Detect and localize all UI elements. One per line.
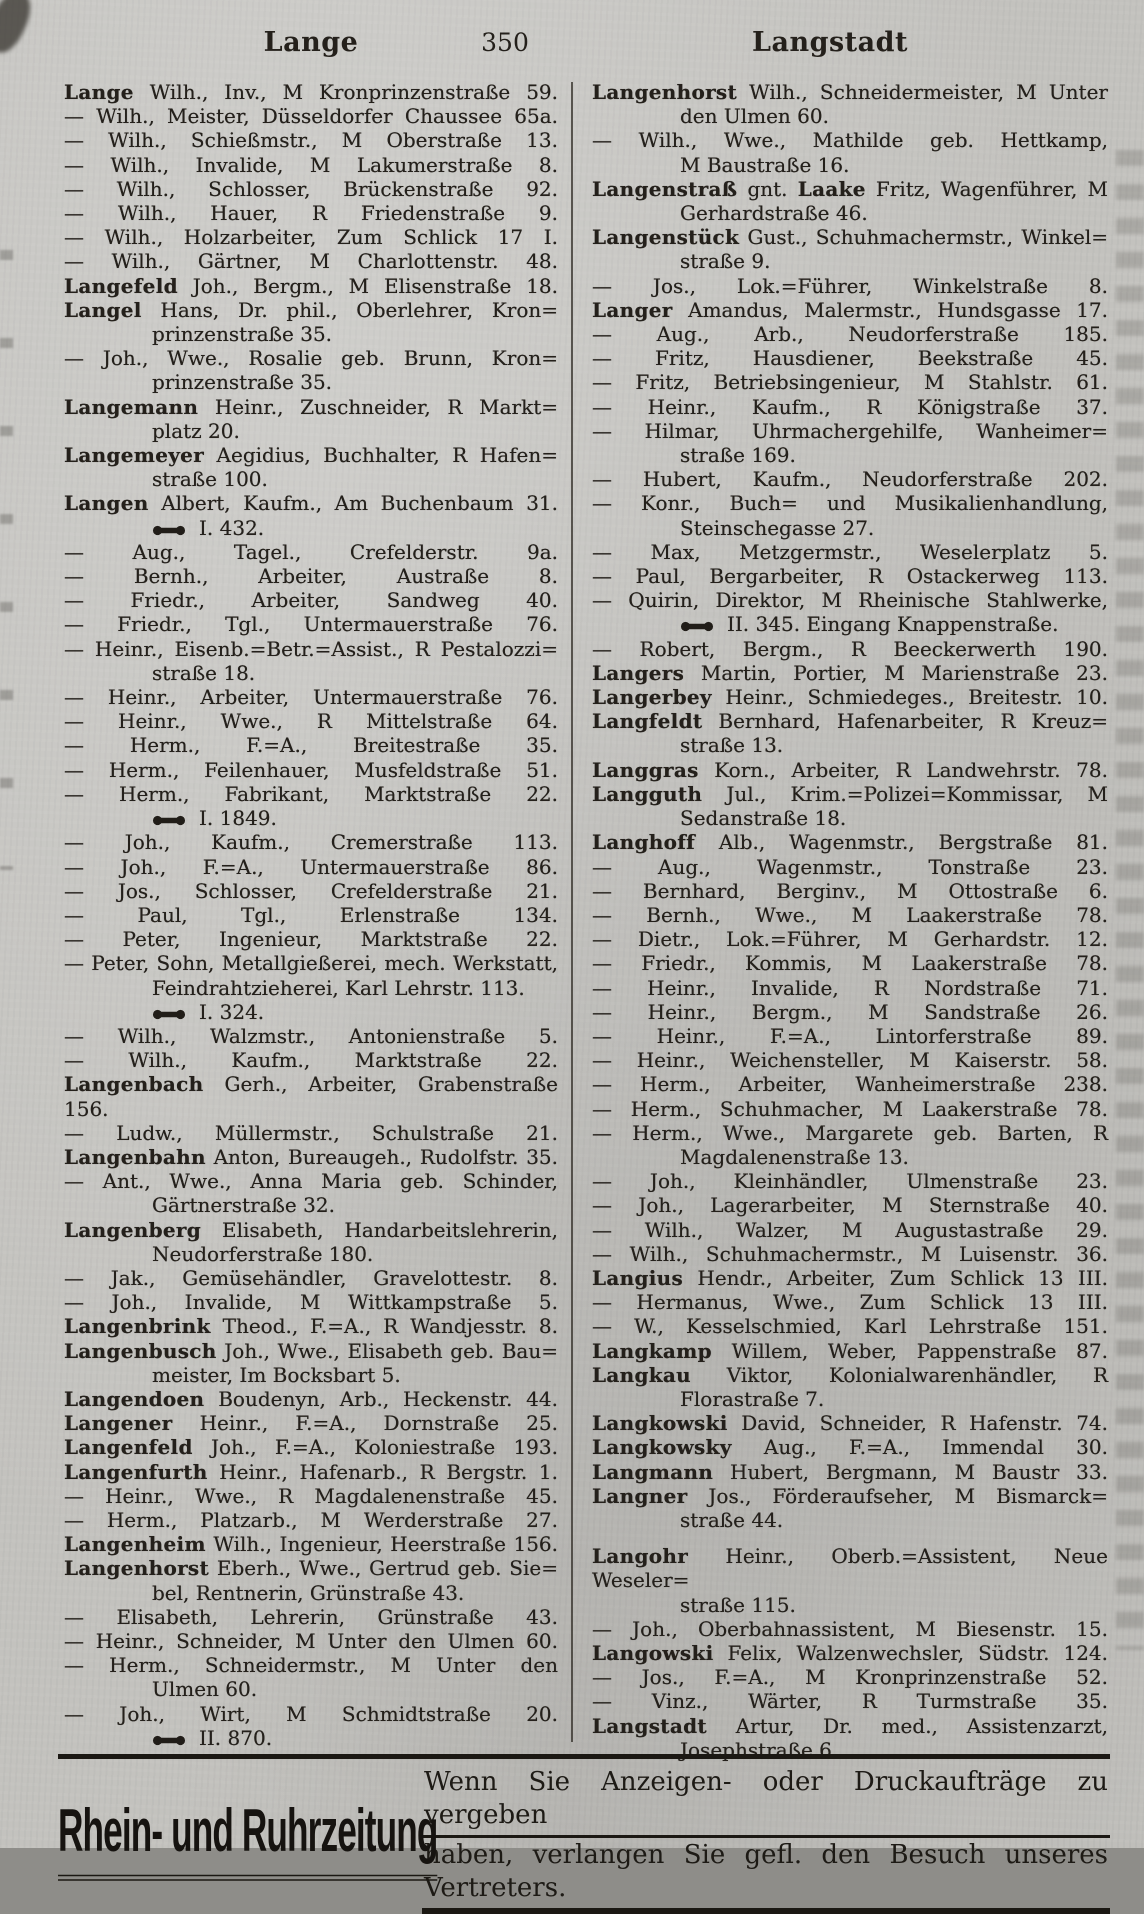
directory-entry-line: Langenberg Elisabeth, Handarbeitslehrerin,	[64, 1217, 558, 1242]
directory-entry-line: — Wilh., Wwe., Mathilde geb. Hettkamp,	[592, 128, 1108, 153]
surname-headword: Langgras	[592, 757, 699, 782]
directory-entry-line: Langel Hans, Dr. phil., Oberlehrer, Kron=	[64, 297, 558, 322]
directory-entry-line: Gerhardstraße 46.	[680, 201, 868, 226]
surname-headword: Langohr	[592, 1544, 689, 1569]
surname-headword: Langenstück	[592, 225, 740, 250]
directory-entry-line: Langenfeld Joh., F.=A., Koloniestraße 193.	[64, 1435, 558, 1460]
surname-headword: Langenhorst	[592, 80, 738, 104]
directory-entry-line: — Fritz, Betriebsingenieur, M Stahlstr. 61.	[592, 370, 1108, 395]
directory-entry-line: Florastraße 7.	[680, 1386, 825, 1411]
newspaper-logo-text: Rhein- und Ruhrzeitung	[58, 1798, 438, 1881]
telephone-icon	[152, 1735, 186, 1746]
directory-entry-line: — Hubert, Kaufm., Neudorferstraße 202.	[592, 467, 1108, 492]
directory-entry-line: — Wilh., Kaufm., Marktstraße 22.	[64, 1048, 558, 1073]
directory-entry-line: — Aug., Arb., Neudorferstraße 185.	[592, 322, 1108, 347]
directory-entry-line: — Wilh., Walzmstr., Antonienstraße 5.	[64, 1023, 558, 1048]
column-divider-rule	[571, 82, 573, 1742]
directory-entry-line: Langenstück Gust., Schuhmachermstr., Winkel=	[592, 225, 1108, 250]
directory-entry-line: — Herm., Schuhmacher, M Laakerstraße 78.	[592, 1096, 1108, 1121]
directory-entry-line: Langen Albert, Kaufm., Am Buchenbaum 31.	[64, 491, 558, 516]
directory-entry-line: — Konr., Buch= und Musikalienhandlung,	[592, 491, 1108, 516]
surname-headword: Langers	[592, 660, 685, 685]
directory-entry-line: straße 13.	[680, 733, 784, 758]
directory-entry-line: Langfeldt Bernhard, Hafenarbeiter, R Kreuz=	[592, 709, 1108, 734]
surname-headword: Langkamp	[592, 1338, 712, 1363]
directory-entry-line: — Herm., F.=A., Breitestraße 35.	[64, 733, 558, 758]
directory-entry-line: — Max, Metzgermstr., Weselerplatz 5.	[592, 539, 1108, 564]
directory-entry-line: Langgras Korn., Arbeiter, R Landwehrstr. 78.	[592, 757, 1108, 782]
surname-headword: Langhoff	[592, 830, 696, 855]
left-edge-marks	[0, 250, 13, 870]
directory-entry-line: Langner Jos., Förderaufseher, M Bismarck=	[592, 1483, 1108, 1508]
directory-entry-line: Langenbach Gerh., Arbeiter, Grabenstraße 156.	[64, 1072, 558, 1121]
surname-headword: Langenbach	[64, 1072, 204, 1097]
directory-entry-line: Langenhorst Wilh., Schneidermeister, M Unter	[592, 80, 1108, 104]
directory-entry-line: — Hermanus, Wwe., Zum Schlick 13 III.	[592, 1290, 1108, 1315]
telephone-icon	[152, 815, 186, 826]
surname-headword: Langner	[592, 1483, 688, 1508]
directory-entry-line: Langerbey Heinr., Schmiedeges., Breitestr. 10.	[592, 685, 1108, 710]
directory-entry-line: Langemann Heinr., Zuschneider, R Markt=	[64, 394, 558, 419]
directory-entry-line: straße 44.	[680, 1507, 784, 1532]
directory-entry-line: Langenfurth Heinr., Hafenarb., R Bergstr. 1.	[64, 1459, 558, 1484]
directory-entry-line: straße 18.	[152, 660, 256, 685]
directory-entry-line: — Herm., Fabrikant, Marktstraße 22.	[64, 781, 558, 806]
directory-entry-line: meister, Im Bocksbart 5.	[152, 1362, 401, 1387]
directory-entry-line: — Joh., Kleinhändler, Ulmenstraße 23.	[592, 1169, 1108, 1194]
directory-entry-line: Langenheim Wilh., Ingenieur, Heerstraße 156.	[64, 1532, 558, 1557]
ad-message	[422, 1765, 1110, 1914]
directory-entry-line: — Quirin, Direktor, M Rheinische Stahlwerke,	[592, 588, 1108, 613]
directory-column-left	[64, 80, 558, 1750]
directory-entry-line: straße 169.	[680, 443, 796, 468]
directory-entry-line: — Heinr., Wwe., R Magdalenenstraße 45.	[64, 1483, 558, 1508]
phone-number-line: I. 432.	[64, 516, 558, 540]
directory-entry-line: Feindrahtzieherei, Karl Lehrstr. 113.	[152, 975, 525, 1000]
directory-entry-line: — Wilh., Hauer, R Friedenstraße 9.	[64, 201, 558, 226]
surname-headword: Lange	[64, 80, 134, 104]
directory-entry-line: — Wilh., Walzer, M Augustastraße 29.	[592, 1217, 1108, 1242]
directory-entry-line: Gärtnerstraße 32.	[152, 1193, 335, 1218]
directory-entry-line: — Heinr., Weichensteller, M Kaiserstr. 58.	[592, 1048, 1108, 1073]
directory-entry-line: Magdalenenstraße 13.	[680, 1144, 909, 1169]
right-edge-bleed	[1116, 150, 1144, 1650]
directory-entry-line: Neudorferstraße 180.	[152, 1241, 374, 1266]
directory-entry-line: Langenbusch Joh., Wwe., Elisabeth geb. Bau=	[64, 1338, 558, 1363]
surname-headword: Langfeldt	[592, 709, 703, 734]
surname-headword: Langer	[592, 297, 673, 322]
directory-entry-line: — Paul, Bergarbeiter, R Ostackerweg 113.	[592, 564, 1108, 589]
directory-entry-line: — Hilmar, Uhrmachergehilfe, Wanheimer=	[592, 418, 1108, 443]
surname-headword: Langenheim	[64, 1532, 206, 1557]
surname-headword: Langenstraß	[592, 176, 738, 201]
directory-entry-line: Langener Heinr., F.=A., Dornstraße 25.	[64, 1411, 558, 1436]
directory-entry-line: M Baustraße 16.	[680, 152, 850, 177]
directory-entry-line: — Joh., Kaufm., Cremerstraße 113.	[64, 830, 558, 855]
directory-entry-line: — Fritz, Hausdiener, Beekstraße 45.	[592, 346, 1108, 371]
surname-headword: Langerbey	[592, 685, 712, 710]
directory-entry-line: — Jak., Gemüsehändler, Gravelottestr. 8.	[64, 1265, 558, 1290]
directory-entry-line: — Bernhard, Berginv., M Ottostraße 6.	[592, 878, 1108, 903]
directory-entry-line: — Joh., F.=A., Untermauerstraße 86.	[64, 854, 558, 879]
surname-headword: Langmann	[592, 1459, 714, 1484]
directory-entry-line: — Jos., Lok.=Führer, Winkelstraße 8.	[592, 273, 1108, 298]
telephone-icon	[152, 1009, 186, 1020]
ad-message-line-1: Wenn Sie Anzeigen- oder Druckaufträge zu vergeben	[422, 1765, 1110, 1838]
ink-smudge	[0, 0, 38, 58]
surname-headword: Langius	[592, 1265, 684, 1290]
surname-headword: Langefeld	[64, 273, 178, 298]
directory-entry-line: — Heinr., Eisenb.=Betr.=Assist., R Pestalozzi=	[64, 636, 558, 661]
newspaper-advertisement	[58, 1754, 1110, 1914]
directory-entry-line: — Jos., Schlosser, Crefelderstraße 21.	[64, 878, 558, 903]
directory-entry-line: — Vinz., Wärter, R Turmstraße 35.	[592, 1689, 1108, 1714]
directory-entry-line: Langkau Viktor, Kolonialwarenhändler, R	[592, 1362, 1108, 1387]
directory-entry-line: — Aug., Wagenmstr., Tonstraße 23.	[592, 854, 1108, 879]
directory-entry-line: Langmann Hubert, Bergmann, M Baustr 33.	[592, 1459, 1108, 1484]
directory-entry-line: — Ludw., Müllermstr., Schulstraße 21.	[64, 1120, 558, 1145]
telephone-icon	[152, 525, 186, 536]
directory-entry-line: Langemeyer Aegidius, Buchhalter, R Hafen=	[64, 443, 558, 468]
surname-headword: Langenberg	[64, 1217, 202, 1242]
page-number: 350	[481, 28, 529, 57]
directory-entry-line: — Robert, Bergm., R Beeckerwerth 190.	[592, 636, 1108, 661]
surname-headword: Langguth	[592, 781, 703, 806]
surname-headword: Laake	[797, 176, 866, 201]
directory-entry-line: — Joh., Wwe., Rosalie geb. Brunn, Kron=	[64, 346, 558, 371]
surname-headword: Langen	[64, 491, 149, 516]
phone-number-line: I. 324.	[64, 1000, 558, 1024]
surname-headword: Langenfeld	[64, 1435, 193, 1460]
header-right-title: Langstadt	[751, 27, 908, 58]
directory-entry-line: Langguth Jul., Krim.=Polizei=Kommissar, M	[592, 781, 1108, 806]
surname-headword: Langstadt	[592, 1713, 707, 1738]
directory-entry-line: Langenstraß gnt. Laake Fritz, Wagenführer, M	[592, 176, 1109, 201]
surname-headword: Langkowsky	[592, 1435, 732, 1460]
directory-entry-line: Langhoff Alb., Wagenmstr., Bergstraße 81.	[592, 830, 1108, 855]
surname-headword: Langenbusch	[64, 1338, 217, 1363]
directory-entry-line: straße 115.	[680, 1592, 796, 1617]
directory-entry-line: — Herm., Schneidermstr., M Unter den	[64, 1653, 558, 1678]
directory-entry-line: — Herm., Platzarb., M Werderstraße 27.	[64, 1507, 558, 1532]
phone-number-line: II. 870.	[64, 1726, 558, 1750]
directory-entry-line: Langkowsky Aug., F.=A., Immendal 30.	[592, 1435, 1108, 1460]
surname-headword: Langenhorst	[64, 1556, 210, 1581]
directory-entry-line: — Heinr., F.=A., Lintorferstraße 89.	[592, 1023, 1108, 1048]
directory-entry-line: Langius Hendr., Arbeiter, Zum Schlick 13 III.	[592, 1265, 1108, 1290]
telephone-icon	[680, 621, 714, 632]
directory-entry-line: straße 100.	[152, 467, 268, 492]
directory-entry-line: Langowski Felix, Walzenwechsler, Südstr. 124.	[592, 1641, 1108, 1665]
directory-entry-line: — Heinr., Schneider, M Unter den Ulmen 60.	[64, 1629, 558, 1653]
directory-entry-line: — Jos., F.=A., M Kronprinzenstraße 52.	[592, 1665, 1108, 1690]
directory-entry-line: — Wilh., Schießmstr., M Oberstraße 13.	[64, 128, 558, 153]
newspaper-logo	[58, 1798, 438, 1867]
directory-entry-line: Langohr Heinr., Oberb.=Assistent, Neue Weseler=	[592, 1544, 1108, 1593]
surname-headword: Langemann	[64, 394, 199, 419]
directory-entry-line: Josephstraße 6.	[680, 1737, 839, 1762]
directory-entry-line: — Elisabeth, Lehrerin, Grünstraße 43.	[64, 1604, 558, 1629]
directory-entry-line: Steinschegasse 27.	[680, 515, 875, 540]
directory-entry-line: — Joh., Lagerarbeiter, M Sternstraße 40.	[592, 1193, 1108, 1218]
directory-entry-line: — Dietr., Lok.=Führer, M Gerhardstr. 12.	[592, 927, 1108, 952]
directory-entry-line: — Heinr., Invalide, R Nordstraße 71.	[592, 975, 1108, 1000]
directory-entry-line: — Peter, Sohn, Metallgießerei, mech. Werkstatt,	[64, 951, 558, 976]
directory-entry-line: — Wilh., Invalide, M Lakumerstraße 8.	[64, 152, 558, 177]
directory-entry-line: — Heinr., Kaufm., R Königstraße 37.	[592, 394, 1108, 419]
surname-headword: Langowski	[592, 1641, 714, 1665]
directory-entry-line: Langstadt Artur, Dr. med., Assistenzarzt,	[592, 1713, 1108, 1738]
directory-entry-line: Langenbahn Anton, Bureaugeh., Rudolfstr. 35.	[64, 1144, 558, 1169]
directory-entry-line: — Herm., Arbeiter, Wanheimerstraße 238.	[592, 1072, 1108, 1097]
surname-headword: Langkau	[592, 1362, 692, 1387]
directory-entry-line: straße 9.	[680, 249, 771, 274]
directory-entry-line: — Wilh., Gärtner, M Charlottenstr. 48.	[64, 249, 558, 274]
directory-entry-line: — Aug., Tagel., Crefelderstr. 9a.	[64, 539, 558, 564]
directory-entry-line: bel, Rentnerin, Grünstraße 43.	[152, 1580, 465, 1605]
directory-entry-line: — Friedr., Tgl., Untermauerstraße 76.	[64, 612, 558, 637]
directory-entry-line: Langefeld Joh., Bergm., M Elisenstraße 18.	[64, 273, 558, 298]
directory-entry-line: platz 20.	[152, 418, 240, 443]
surname-headword: Langener	[64, 1411, 173, 1436]
directory-entry-line: — Bernh., Arbeiter, Austraße 8.	[64, 564, 558, 589]
phone-number-line: I. 1849.	[64, 806, 558, 830]
phone-number-line: II. 345. Eingang Knappenstraße.	[592, 612, 1108, 636]
directory-entry-line: — Joh., Wirt, M Schmidtstraße 20.	[64, 1701, 558, 1726]
directory-entry-line: Langenbrink Theod., F.=A., R Wandjesstr. 8.	[64, 1314, 558, 1339]
directory-entry-line: Lange Wilh., Inv., M Kronprinzenstraße 59.	[64, 80, 558, 104]
directory-entry-line: prinzenstraße 35.	[152, 322, 333, 347]
directory-column-right	[592, 80, 1108, 1762]
directory-entry-line: — Joh., Invalide, M Wittkampstraße 5.	[64, 1290, 558, 1315]
directory-entry-line: — Wilh., Schlosser, Brückenstraße 92.	[64, 176, 558, 201]
directory-entry-line: — Wilh., Schuhmachermstr., M Luisenstr. 36.	[592, 1241, 1108, 1266]
directory-entry-line: Langenhorst Eberh., Wwe., Gertrud geb. Sie=	[64, 1556, 558, 1581]
directory-entry-line: Langkamp Willem, Weber, Pappenstraße 87.	[592, 1338, 1108, 1363]
directory-entry-line: — Heinr., Arbeiter, Untermauerstraße 76.	[64, 685, 558, 710]
directory-entry-line: — Herm., Wwe., Margarete geb. Barten, R	[592, 1120, 1108, 1145]
directory-entry-line: — Friedr., Arbeiter, Sandweg 40.	[64, 588, 558, 613]
surname-headword: Langel	[64, 297, 142, 322]
directory-entry-line: — Heinr., Wwe., R Mittelstraße 64.	[64, 709, 558, 734]
directory-entry-line: — Bernh., Wwe., M Laakerstraße 78.	[592, 902, 1108, 927]
surname-headword: Langenbrink	[64, 1314, 211, 1339]
directory-entry-line: — Peter, Ingenieur, Marktstraße 22.	[64, 927, 558, 952]
header-left-title: Lange	[263, 27, 359, 58]
surname-headword: Langendoen	[64, 1386, 205, 1411]
directory-entry-line: — Paul, Tgl., Erlenstraße 134.	[64, 902, 558, 927]
directory-entry-line: — Joh., Oberbahnassistent, M Biesenstr. 15.	[592, 1616, 1108, 1641]
directory-entry-line: prinzenstraße 35.	[152, 370, 333, 395]
directory-entry-line: — Heinr., Bergm., M Sandstraße 26.	[592, 999, 1108, 1024]
directory-entry-line: — Friedr., Kommis, M Laakerstraße 78.	[592, 951, 1108, 976]
directory-entry-line: Ulmen 60.	[152, 1677, 258, 1702]
directory-entry-line: — Ant., Wwe., Anna Maria geb. Schinder,	[64, 1169, 558, 1194]
directory-entry-line: Langkowski David, Schneider, R Hafenstr. 74.	[592, 1411, 1108, 1436]
directory-entry-line: Langendoen Boudenyn, Arb., Heckenstr. 44.	[64, 1386, 558, 1411]
directory-entry-line: — W., Kesselschmied, Karl Lehrstraße 151.	[592, 1314, 1108, 1339]
directory-entry-line: — Wilh., Holzarbeiter, Zum Schlick 17 I.	[64, 225, 558, 250]
ad-message-line-2: haben, verlangen Sie gefl. den Besuch unseres Vertreters.	[422, 1838, 1110, 1914]
surname-headword: Langkowski	[592, 1411, 728, 1436]
directory-entry-line: — Wilh., Meister, Düsseldorfer Chaussee 65a.	[64, 104, 558, 129]
directory-entry-line: — Herm., Feilenhauer, Musfeldstraße 51.	[64, 757, 558, 782]
directory-entry-line: den Ulmen 60.	[680, 104, 829, 129]
directory-entry-line: Langers Martin, Portier, M Marienstraße 23.	[592, 660, 1108, 685]
directory-entry-line: Sedanstraße 18.	[680, 806, 847, 831]
surname-headword: Langenbahn	[64, 1144, 206, 1169]
directory-entry-line: Langer Amandus, Malermstr., Hundsgasse 17.	[592, 297, 1108, 322]
surname-headword: Langenfurth	[64, 1459, 208, 1484]
surname-headword: Langemeyer	[64, 443, 205, 468]
